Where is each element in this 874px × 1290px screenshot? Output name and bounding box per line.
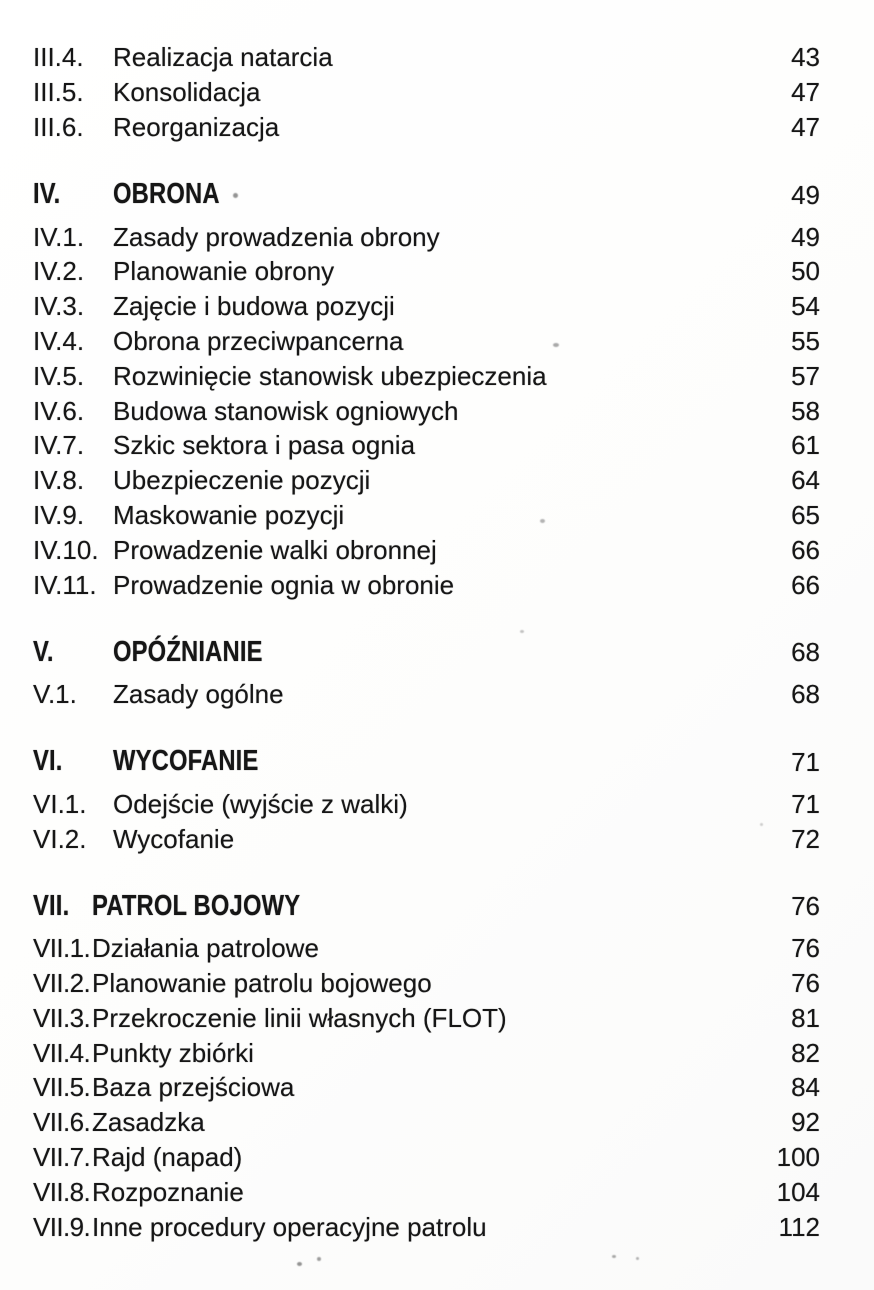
toc-entry: [33, 1209, 820, 1244]
toc-entry-title: Zasady ogólne: [113, 679, 284, 710]
toc-heading-title: [113, 747, 750, 776]
toc-entry: [33, 358, 820, 393]
toc-heading-title: [92, 889, 750, 922]
toc-entry-page-number: 76: [791, 967, 820, 998]
scan-speck: [297, 1262, 302, 1266]
toc-entry-index: IV.8.: [33, 465, 85, 496]
toc-entry-page-number: 112: [778, 1211, 820, 1242]
toc-entry-title: Baza przejściowa: [92, 1072, 295, 1103]
toc-entry: [33, 677, 820, 712]
toc-heading-title-text: OPÓŹNIANIE: [113, 635, 263, 668]
toc-entry-title: Wycofanie: [113, 823, 235, 854]
toc-heading-title-text: WYCOFANIE: [113, 745, 259, 778]
toc-entry-title: Odejście (wyjście z walki): [113, 788, 408, 819]
toc-entry-page-number: 82: [791, 1037, 820, 1068]
toc-entry-index: IV.4.: [33, 325, 85, 356]
toc-entry-page-number: 76: [791, 933, 820, 964]
scan-speck: [636, 1257, 639, 1260]
toc-heading-page-number: 71: [791, 746, 820, 777]
toc-entry-page-number: 50: [791, 256, 820, 287]
toc-entry-index: V.1.: [33, 679, 77, 710]
toc-entry: [33, 75, 820, 110]
toc-heading-index: [33, 889, 92, 922]
toc-entry-index: VI.1.: [33, 788, 87, 819]
toc-entry-index: IV.5.: [33, 360, 85, 391]
toc-entry-index: IV.6.: [33, 395, 85, 426]
toc-entry-title: Planowanie obrony: [113, 256, 335, 287]
toc-section-III: [33, 40, 820, 144]
toc-entry-title: Przekroczenie linii własnych (FLOT): [92, 1002, 507, 1033]
toc-entry-index: IV.9.: [33, 499, 85, 530]
toc-entry-title: Działania patrolowe: [92, 933, 319, 964]
toc-entry-title: Zajęcie i budowa pozycji: [113, 291, 395, 322]
toc-entry-title: Inne procedury operacyjne patrolu: [92, 1211, 487, 1242]
toc-entry-page-number: 47: [791, 77, 820, 108]
toc-heading-page-number: 68: [791, 637, 820, 668]
toc-entry: [33, 567, 820, 602]
toc-entry-title: Planowanie patrolu bojowego: [92, 967, 432, 998]
toc-entry-index: VII.8.: [33, 1176, 91, 1207]
toc-entry-title: Konsolidacja: [113, 77, 261, 108]
toc-entry-index: VII.2.: [33, 967, 91, 998]
toc-heading-index-text: VII.: [33, 889, 70, 922]
toc-entry-page-number: 104: [776, 1176, 820, 1207]
toc-entry-page-number: 54: [791, 291, 820, 322]
toc-heading-page-number: 76: [791, 891, 820, 922]
toc-heading-page-number: 49: [791, 179, 820, 210]
toc-heading-index-text: V.: [33, 635, 54, 668]
toc-entry: [33, 110, 820, 145]
toc-entry-index: IV.3.: [33, 291, 85, 322]
toc-entry: [33, 1070, 820, 1105]
toc-section-heading: [33, 635, 820, 670]
toc-entry-page-number: 55: [791, 325, 820, 356]
toc-entry-title: Obrona przeciwpancerna: [113, 325, 404, 356]
toc-entry-index: IV.11.: [33, 569, 97, 600]
toc-entry: [33, 1105, 820, 1140]
toc-entry-title: Realizacja natarcia: [113, 42, 333, 73]
toc-entry-index: VI.2.: [33, 823, 87, 854]
toc-entry-title: Rozpoznanie: [92, 1176, 244, 1207]
toc-entry-index: VII.9.: [33, 1211, 91, 1242]
toc-entry-title: Rozwinięcie stanowisk ubezpieczenia: [113, 360, 547, 391]
toc-entry-page-number: 100: [776, 1141, 820, 1172]
scan-speck: [540, 519, 545, 523]
toc-heading-index-text: VI.: [33, 745, 63, 778]
toc-entry-title: Prowadzenie walki obronnej: [113, 534, 437, 565]
toc-section-VII: [33, 889, 820, 1244]
toc-entry: [33, 463, 820, 498]
toc-entry-title: Budowa stanowisk ogniowych: [113, 395, 459, 426]
toc-entry-index: VII.1.: [33, 933, 91, 964]
toc-entry: [33, 931, 820, 966]
scan-speck: [520, 630, 524, 633]
toc-entry-page-number: 65: [791, 499, 820, 530]
toc-entry: [33, 289, 820, 324]
toc-entry-index: IV.1.: [33, 221, 85, 252]
toc-entry-page-number: 66: [791, 534, 820, 565]
toc-entry-page-number: 64: [791, 465, 820, 496]
toc-entry-index: IV.2.: [33, 256, 85, 287]
toc-entry-title: Ubezpieczenie pozycji: [113, 465, 371, 496]
scan-speck: [612, 1255, 616, 1258]
toc-entry: [33, 324, 820, 359]
scan-speck: [553, 343, 559, 347]
toc-section-V: [33, 635, 820, 712]
toc-entry-page-number: 47: [791, 111, 820, 142]
toc-entry-page-number: 71: [791, 788, 820, 819]
toc-entry-title: Szkic sektora i pasa ognia: [113, 430, 416, 461]
toc-entry: [33, 254, 820, 289]
toc-section-heading: [33, 177, 820, 212]
toc-entry: [33, 428, 820, 463]
toc-entry: [33, 1174, 820, 1209]
toc-section-IV: [33, 177, 820, 602]
toc-entry-index: VII.5.: [33, 1072, 91, 1103]
toc-entry-title: Zasadzka: [92, 1107, 205, 1138]
toc-heading-title-text: PATROL BOJOWY: [92, 889, 301, 922]
toc-heading-index-text: IV.: [33, 178, 61, 211]
toc-entry-index: VII.4.: [33, 1037, 91, 1068]
toc-heading-index: [33, 635, 113, 668]
toc-entry-title: Reorganizacja: [113, 111, 280, 142]
toc-entry: [33, 219, 820, 254]
toc-entry-page-number: 92: [791, 1107, 820, 1138]
toc-entry-title: Prowadzenie ognia w obronie: [113, 569, 455, 600]
scan-speck: [760, 823, 763, 826]
toc-entry: [33, 393, 820, 428]
toc-heading-index: [33, 180, 113, 209]
toc-entry-title: Punkty zbiórki: [92, 1037, 254, 1068]
toc-entry-page-number: 57: [791, 360, 820, 391]
toc-entry-page-number: 81: [791, 1002, 820, 1033]
toc-heading-title-text: OBRONA: [113, 178, 220, 211]
toc-heading-title: [113, 180, 750, 209]
toc-entry: [33, 498, 820, 533]
toc-entry: [33, 1000, 820, 1035]
toc-entry-index: III.4.: [33, 42, 84, 73]
toc-entry-index: VII.7.: [33, 1141, 91, 1172]
toc-entry-index: IV.7.: [33, 430, 85, 461]
toc-entry: [33, 1035, 820, 1070]
toc-heading-title: [113, 635, 750, 668]
toc-entry: [33, 786, 820, 821]
toc-heading-index: [33, 747, 113, 776]
toc-entry-page-number: 49: [791, 221, 820, 252]
scan-speck: [317, 1257, 321, 1261]
toc-entry-title: Zasady prowadzenia obrony: [113, 221, 440, 252]
table-of-contents: [33, 40, 820, 1244]
toc-entry-index: III.5.: [33, 77, 84, 108]
toc-entry-title: Rajd (napad): [92, 1141, 243, 1172]
toc-entry: [33, 40, 820, 75]
toc-entry-index: III.6.: [33, 111, 84, 142]
toc-entry-page-number: 84: [791, 1072, 820, 1103]
toc-entry-page-number: 68: [791, 679, 820, 710]
toc-entry-index: VII.3.: [33, 1002, 91, 1033]
toc-entry-page-number: 43: [791, 42, 820, 73]
toc-entry-title: Maskowanie pozycji: [113, 499, 345, 530]
toc-section-heading: [33, 745, 820, 780]
toc-section-VI: [33, 745, 820, 856]
toc-entry: [33, 966, 820, 1001]
toc-entry-page-number: 61: [791, 430, 820, 461]
toc-entry-page-number: 58: [791, 395, 820, 426]
toc-entry-index: VII.6.: [33, 1107, 91, 1138]
toc-section-heading: [33, 889, 820, 924]
toc-entry: [33, 532, 820, 567]
toc-entry-index: IV.10.: [33, 534, 99, 565]
toc-entry-page-number: 66: [791, 569, 820, 600]
toc-entry: [33, 821, 820, 856]
scan-speck: [233, 193, 238, 198]
toc-entry: [33, 1140, 820, 1175]
toc-entry-page-number: 72: [791, 823, 820, 854]
